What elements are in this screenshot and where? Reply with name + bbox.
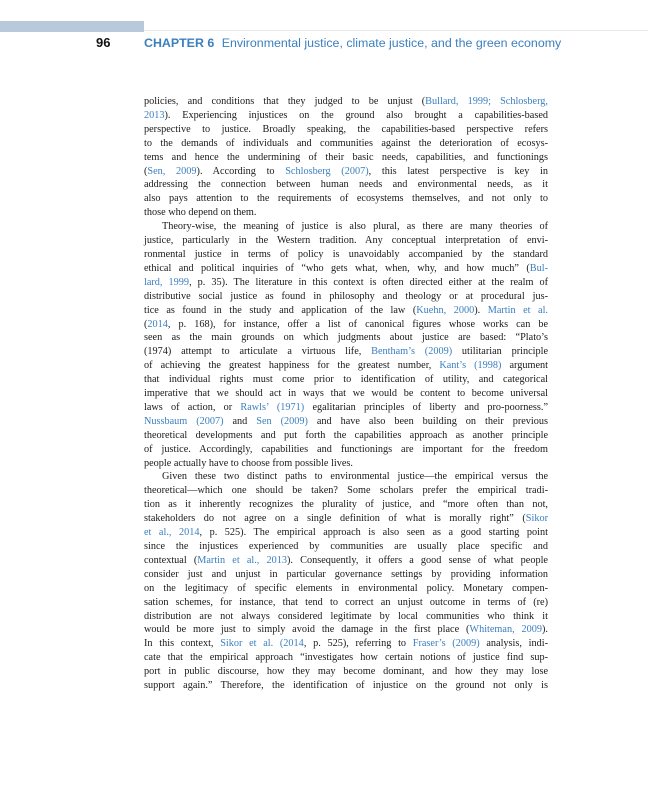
header-rule xyxy=(144,30,648,31)
text-line xyxy=(144,512,548,526)
text-line xyxy=(144,123,548,137)
text-run: , this latest perspective is key in xyxy=(368,165,548,177)
text-line xyxy=(144,318,548,332)
text-line xyxy=(144,623,548,637)
text-line xyxy=(144,401,548,415)
text-run: on the legitimacy of specific elements in environmental policy. Monetary compen- xyxy=(144,582,548,594)
text-run: distributive social justice as found in philosophy and theology or at procedural jus- xyxy=(144,290,548,302)
text-run: imperative that we should act in ways that we would be content to become universal xyxy=(144,388,548,400)
text-run: that individual rights must come prior to identification of utility, and categorical xyxy=(144,374,548,386)
text-line xyxy=(144,248,548,262)
citation-link[interactable]: 2014 xyxy=(147,318,168,330)
text-run: ). According to xyxy=(196,165,286,177)
text-run: and xyxy=(223,415,257,427)
citation-link[interactable]: Bul- xyxy=(529,262,548,274)
text-run: and have also been building on their previous xyxy=(307,415,549,427)
text-run: , p. 35). The literature in this context is often directed either at the realm of xyxy=(189,276,549,288)
text-run: would be more just to simply avoid the damage in the first place ( xyxy=(144,624,470,636)
text-run: , p. 525), referring to xyxy=(303,638,413,650)
citation-link[interactable]: Sikor xyxy=(525,513,548,525)
text-line xyxy=(144,151,548,165)
text-run: Theory-wise, the meaning of justice is also plural, as there are many theories of xyxy=(162,221,548,233)
text-line xyxy=(144,331,548,345)
citation-link[interactable]: Bentham’s (2009) xyxy=(371,346,453,358)
text-run: tion as it inherently recognizes the plurality of justice, and “more often than not, xyxy=(144,499,548,511)
text-run: egalitarian principles of liberty and pro-poorness.” xyxy=(304,401,548,413)
text-run: distribution are not always considered legitimate by local communities who think it xyxy=(144,610,548,622)
text-run: tice as found in the study and application of the law ( xyxy=(144,304,417,316)
text-line xyxy=(144,554,548,568)
text-line xyxy=(144,95,548,109)
text-run: ethical and political inquiries of “who gets what, when, why, and how much” ( xyxy=(144,262,530,274)
text-line xyxy=(144,651,548,665)
text-run: port in public discourse, how they may become dominant, and how they may lose xyxy=(144,666,548,678)
text-line xyxy=(144,540,548,554)
text-run: cate that the empirical approach “investigates how certain notions of justice find sup- xyxy=(144,652,548,664)
citation-link[interactable]: et al., 2014 xyxy=(144,527,200,539)
text-line xyxy=(144,568,548,582)
text-run: theoretical—which one should be taken? Some scholars prefer the empirical tradi- xyxy=(144,485,548,497)
text-line xyxy=(144,262,548,276)
text-line xyxy=(144,192,548,206)
citation-link[interactable]: Whiteman, 2009 xyxy=(469,624,543,636)
header-color-bar xyxy=(0,21,144,32)
chapter-label: CHAPTER 6 xyxy=(144,36,215,50)
text-run: policies, and conditions that they judged to be unjust ( xyxy=(144,96,426,107)
text-run: , p. 168), for instance, offer a list of canonical figures whose works can be xyxy=(167,318,548,330)
text-run: (1974) attempt to articulate a virtuous life, xyxy=(144,346,372,358)
text-line xyxy=(144,429,548,443)
citation-link[interactable]: Schlosberg (2007) xyxy=(285,165,369,177)
text-line xyxy=(144,443,548,457)
text-run: ). xyxy=(474,304,488,316)
citation-link[interactable]: lard, 1999 xyxy=(144,276,190,288)
text-run: those who depend on them. xyxy=(144,207,257,219)
text-run: Given these two distinct paths to environmental justice—the empirical versus the xyxy=(162,471,548,483)
text-run: , p. 525). The empirical approach is also seen as a good starting point xyxy=(199,527,548,539)
citation-link[interactable]: 2013 xyxy=(144,109,165,121)
text-run: utilitarian principle xyxy=(452,346,549,358)
text-line xyxy=(144,665,548,679)
text-run: people actually have to choose from possible lives. xyxy=(144,457,353,469)
text-line xyxy=(144,137,548,151)
text-line xyxy=(144,415,548,429)
text-line xyxy=(144,387,548,401)
text-line xyxy=(144,178,548,192)
text-run: consider just and unjust in particular governance settings by providing information xyxy=(144,568,548,580)
citation-link[interactable]: Sikor et al. (2014 xyxy=(220,638,304,650)
text-run: ). Experiencing injustices on the ground also brought a capabilities-based xyxy=(164,109,548,121)
text-run: contextual ( xyxy=(144,554,198,566)
text-run: justice, particularly in the Western tradition. Any conceptual interpretation of envi- xyxy=(144,235,548,247)
text-line xyxy=(144,679,548,693)
text-run: theoretical developments and put forth the capabilities approach as another principle xyxy=(144,429,548,441)
text-run: laws of action, or xyxy=(144,401,241,413)
text-run: ). Consequently, it offers a good sense of what people xyxy=(287,554,548,566)
text-line xyxy=(144,276,548,290)
citation-link[interactable]: Bullard, 1999; Schlosberg, xyxy=(425,96,548,107)
text-run: support again.” Therefore, the identification of injustice on the ground not only is xyxy=(144,680,548,692)
text-line xyxy=(144,470,548,484)
text-run: of justice. Accordingly, capabilities and functionings are important for the freedom xyxy=(144,443,548,455)
text-line xyxy=(144,345,548,359)
text-line xyxy=(144,637,548,651)
text-run: to the demands of individuals and communities against the deterioration of ecosys- xyxy=(144,137,548,149)
page-number: 96 xyxy=(96,35,111,50)
text-line xyxy=(144,109,548,123)
text-run: tems and hence the undermining of their basic needs, capabilities, and functionings xyxy=(144,151,548,163)
text-run: ). xyxy=(542,624,548,636)
text-run: analysis, indi- xyxy=(479,638,548,650)
text-run: of achieving the greatest happiness for the greatest number, xyxy=(144,360,440,372)
text-run: ( xyxy=(144,165,148,177)
text-run: argument xyxy=(501,360,548,372)
citation-link[interactable]: Kant’s (1998) xyxy=(439,360,502,372)
text-line xyxy=(144,457,548,471)
citation-link[interactable]: Kuehn, 2000 xyxy=(416,304,475,316)
text-run: ( xyxy=(144,318,148,330)
text-line xyxy=(144,165,548,179)
text-line xyxy=(144,373,548,387)
running-head xyxy=(144,36,561,50)
text-run: seen as the main grounds on which judgments about justice are based: “Plato’s xyxy=(144,332,548,344)
text-line xyxy=(144,526,548,540)
citation-link[interactable]: Sen (2009) xyxy=(256,415,308,427)
text-run: stakeholders do not agree on a single definition of what is morally right” ( xyxy=(144,513,526,525)
text-run: In this context, xyxy=(144,638,221,650)
text-run: sation schemes, for instance, that tend to correct an unjust outcome in terms of (re) xyxy=(144,596,548,608)
citation-link[interactable]: Sen, 2009 xyxy=(147,165,197,177)
text-run: perspective to justice. Broadly speaking, the capabilities-based perspective refers xyxy=(144,123,548,135)
text-line xyxy=(144,582,548,596)
body-text xyxy=(144,95,548,693)
text-line xyxy=(144,596,548,610)
text-line xyxy=(144,234,548,248)
text-line xyxy=(144,610,548,624)
citation-link[interactable]: Martin et al. xyxy=(487,304,548,316)
text-line xyxy=(144,206,548,220)
text-line xyxy=(144,359,548,373)
citation-link[interactable]: Nussbaum (2007) xyxy=(144,415,224,427)
citation-link[interactable]: Fraser’s (2009) xyxy=(412,638,480,650)
text-run: ronmental justice in terms of policy is unavoidably accompanied by the standard xyxy=(144,248,548,260)
chapter-title: Environmental justice, climate justice, and the green economy xyxy=(221,36,562,50)
text-run: addressing the connection between human needs and environmental needs, as it xyxy=(144,179,548,191)
text-run: since the injustices experienced by communities are usually place specific and xyxy=(144,541,548,552)
text-run: also pays attention to the requirements of ecosystems themselves, and not only to xyxy=(144,193,548,205)
citation-link[interactable]: Rawls’ (1971) xyxy=(240,401,305,413)
text-line xyxy=(144,220,548,234)
citation-link[interactable]: Martin et al., 2013 xyxy=(197,554,287,566)
text-line xyxy=(144,290,548,304)
text-line xyxy=(144,498,548,512)
text-line xyxy=(144,484,548,498)
text-line xyxy=(144,304,548,318)
